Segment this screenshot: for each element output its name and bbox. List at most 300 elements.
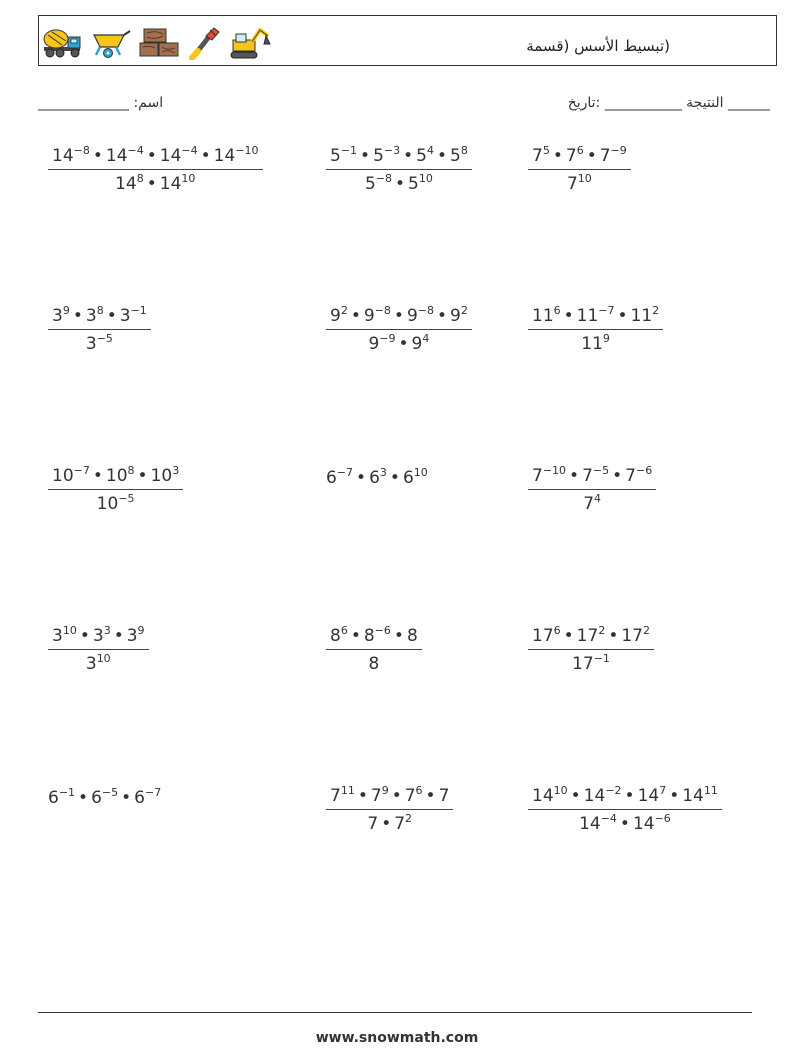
denominator: [528, 649, 654, 674]
multiply-dot: •: [146, 146, 157, 166]
problem-2: [326, 146, 472, 194]
problem-5: [326, 306, 472, 354]
power-term: [120, 306, 147, 326]
problem-4: [48, 306, 151, 354]
exponent: 2: [652, 304, 660, 317]
multiply-dot: •: [146, 174, 157, 194]
base: 14: [159, 146, 182, 166]
multiply-dot: •: [356, 468, 367, 488]
base: 5: [330, 146, 341, 166]
exponent: 10: [62, 624, 77, 637]
base: 6: [91, 788, 102, 808]
power-term: [638, 786, 667, 806]
exponent: 2: [460, 304, 468, 317]
base: 14: [682, 786, 704, 806]
fraction: [528, 626, 654, 674]
base: 6: [48, 788, 59, 808]
exponent: −6: [654, 812, 671, 825]
exponent: −7: [144, 786, 162, 799]
base: 14: [115, 174, 137, 194]
base: 5: [450, 146, 461, 166]
power-term: [373, 146, 400, 166]
multiply-dot: •: [357, 786, 368, 806]
multiply-dot: •: [391, 786, 402, 806]
wheelbarrow-icon: [90, 27, 132, 59]
base: 6: [369, 468, 380, 488]
header-box: [38, 15, 777, 66]
exponent: 7: [659, 784, 667, 797]
base: 8: [406, 626, 418, 646]
exponent: 4: [594, 492, 602, 505]
excavator-icon: [228, 26, 272, 60]
multiply-dot: •: [570, 786, 581, 806]
power-term: [416, 146, 434, 166]
power-term: [93, 626, 111, 646]
base: 7: [566, 174, 578, 194]
multiply-dot: •: [381, 814, 392, 834]
denominator: [528, 809, 722, 834]
problem-12: [528, 626, 654, 674]
exponent: 10: [181, 172, 196, 185]
power-term: [532, 466, 566, 486]
base: 3: [85, 654, 97, 674]
base: 9: [450, 306, 461, 326]
problem-8: [326, 468, 428, 488]
exponent: 10: [413, 466, 428, 479]
base: 8: [330, 626, 341, 646]
power-term: [600, 146, 627, 166]
exponent: −1: [340, 144, 358, 157]
power-term: [326, 468, 353, 488]
multiply-dot: •: [619, 814, 630, 834]
exponent: 6: [553, 304, 561, 317]
multiply-dot: •: [569, 466, 580, 486]
fraction: [528, 786, 722, 834]
power-term: [582, 466, 609, 486]
base: 7: [370, 786, 382, 806]
exponent: 4: [422, 332, 430, 345]
power-term: [86, 654, 111, 674]
numerator: [326, 626, 422, 649]
worksheet-title: (تبسيط الأسس (قسمة: [526, 37, 670, 55]
base: 14: [637, 786, 660, 806]
base: 7: [565, 146, 577, 166]
exponent: 11: [703, 784, 718, 797]
power-term: [115, 174, 144, 194]
power-term: [532, 786, 568, 806]
exponent: −5: [96, 332, 113, 345]
base: 11: [581, 334, 603, 354]
numerator: [326, 306, 472, 329]
multiply-dot: •: [398, 334, 409, 354]
denominator: [48, 329, 151, 354]
power-term: [625, 466, 652, 486]
fraction: [48, 626, 149, 674]
numerator: [48, 466, 183, 489]
multiply-dot: •: [612, 466, 623, 486]
multiply-dot: •: [92, 146, 103, 166]
base: 7: [367, 814, 379, 834]
exponent: −8: [374, 304, 391, 317]
base: 17: [572, 654, 594, 674]
power-term: [405, 786, 423, 806]
multiply-dot: •: [92, 466, 103, 486]
power-term: [330, 306, 348, 326]
power-term: [572, 654, 610, 674]
power-term: [52, 146, 90, 166]
base: 14: [159, 174, 182, 194]
denominator: [528, 489, 656, 514]
multiply-dot: •: [106, 306, 117, 326]
base: 7: [582, 466, 593, 486]
exponent: 8: [136, 172, 144, 185]
expression: [48, 788, 161, 808]
power-term: [160, 146, 198, 166]
numerator: [326, 146, 472, 169]
exponent: −10: [542, 464, 567, 477]
exponent: −7: [336, 466, 354, 479]
exponent: −1: [130, 304, 147, 317]
numerator: [528, 626, 654, 649]
wood-planks-icon: [138, 27, 180, 59]
exponent: −5: [101, 786, 119, 799]
exponent: −6: [374, 624, 391, 637]
base: 7: [532, 466, 543, 486]
fraction: [48, 466, 183, 514]
power-term: [566, 146, 584, 166]
power-term: [330, 786, 355, 806]
exponent: −9: [610, 144, 627, 157]
power-term: [160, 174, 196, 194]
header-icons: [42, 23, 272, 63]
fraction: [326, 146, 472, 194]
base: 7: [532, 146, 543, 166]
name-field-line: _____________ :اسم: [38, 95, 164, 111]
fraction: [326, 626, 422, 674]
base: 7: [330, 786, 341, 806]
power-term: [368, 334, 395, 354]
problem-9: [528, 466, 656, 514]
multiply-dot: •: [393, 306, 404, 326]
base: 10: [96, 494, 119, 514]
multiply-dot: •: [72, 306, 83, 326]
base: 7: [599, 146, 611, 166]
power-term: [450, 306, 468, 326]
exponent: 4: [426, 144, 434, 157]
multiply-dot: •: [395, 174, 406, 194]
problem-6: [528, 306, 663, 354]
exponent: 10: [96, 652, 111, 665]
base: 3: [126, 626, 138, 646]
exponent: 8: [460, 144, 468, 157]
exponent: −1: [593, 652, 610, 665]
base: 8: [368, 654, 380, 674]
power-term: [621, 626, 650, 646]
exponent: 3: [103, 624, 111, 637]
power-term: [127, 626, 145, 646]
wrench-icon: [186, 26, 222, 60]
exponent: 9: [137, 624, 145, 637]
base: 5: [373, 146, 384, 166]
base: 6: [402, 468, 414, 488]
power-term: [450, 146, 468, 166]
base: 14: [105, 146, 128, 166]
exponent: −6: [635, 464, 653, 477]
power-term: [52, 306, 70, 326]
expression: [326, 468, 428, 488]
multiply-dot: •: [563, 306, 574, 326]
power-term: [91, 788, 118, 808]
denominator: [326, 329, 472, 354]
multiply-dot: •: [586, 146, 597, 166]
fraction: [528, 306, 663, 354]
numerator: [528, 466, 656, 489]
power-term: [369, 468, 387, 488]
multiply-dot: •: [78, 788, 89, 808]
problem-3: [528, 146, 631, 194]
multiply-dot: •: [393, 626, 404, 646]
base: 8: [363, 626, 375, 646]
base: 14: [579, 814, 601, 834]
multiply-dot: •: [436, 306, 448, 326]
footer-divider: [38, 1012, 752, 1013]
multiply-dot: •: [425, 786, 436, 806]
power-term: [577, 626, 606, 646]
exponent: −5: [118, 492, 135, 505]
multiply-dot: •: [200, 146, 211, 166]
multiply-dot: •: [79, 626, 90, 646]
date-score-field-line: النتيجة ___________ :تاريخ ______: [567, 95, 770, 111]
base: 14: [632, 814, 655, 834]
power-term: [532, 306, 561, 326]
exponent: 6: [553, 624, 561, 637]
power-term: [394, 814, 412, 834]
numerator: [48, 146, 263, 169]
fraction: [48, 306, 151, 354]
exponent: −4: [600, 812, 617, 825]
base: 7: [404, 786, 416, 806]
base: 10: [150, 466, 173, 486]
exponent: 3: [379, 466, 387, 479]
power-term: [214, 146, 259, 166]
power-term: [330, 626, 348, 646]
problem-15: [528, 786, 722, 834]
exponent: 2: [598, 624, 606, 637]
base: 17: [576, 626, 599, 646]
power-term: [48, 788, 75, 808]
exponent: −4: [181, 144, 198, 157]
problem-11: [326, 626, 422, 674]
denominator: [48, 649, 149, 674]
exponent: 8: [127, 464, 135, 477]
fraction: [326, 786, 453, 834]
base: 5: [408, 174, 419, 194]
exponent: −8: [417, 304, 434, 317]
power-term: [86, 306, 104, 326]
power-term: [407, 626, 418, 646]
base: 11: [630, 306, 653, 326]
base: 11: [532, 306, 554, 326]
exponent: 9: [62, 304, 70, 317]
base: 14: [213, 146, 236, 166]
fraction: [48, 146, 263, 194]
power-term: [365, 174, 392, 194]
denominator: [48, 169, 263, 194]
numerator: [48, 626, 149, 649]
power-term: [52, 626, 77, 646]
fraction: [528, 466, 656, 514]
multiply-dot: •: [121, 788, 132, 808]
exponent: −1: [58, 786, 76, 799]
denominator: [528, 169, 631, 194]
problem-13: [48, 788, 161, 808]
base: 7: [583, 494, 595, 514]
multiply-dot: •: [617, 306, 628, 326]
base: 3: [85, 306, 97, 326]
base: 17: [532, 626, 554, 646]
power-term: [371, 786, 389, 806]
denominator: [326, 169, 472, 194]
problem-1: [48, 146, 263, 194]
base: 9: [363, 306, 375, 326]
multiply-dot: •: [608, 626, 619, 646]
exponent: 2: [642, 624, 650, 637]
multiply-dot: •: [669, 786, 680, 806]
base: 3: [92, 626, 104, 646]
power-term: [364, 306, 391, 326]
exponent: −10: [235, 144, 259, 157]
power-term: [412, 334, 430, 354]
base: 9: [330, 306, 341, 326]
exponent: 2: [340, 304, 348, 317]
exponent: −5: [592, 464, 610, 477]
exponent: 10: [553, 784, 568, 797]
multiply-dot: •: [389, 468, 400, 488]
exponent: 6: [340, 624, 348, 637]
power-term: [532, 146, 550, 166]
denominator: [326, 649, 422, 674]
base: 14: [583, 786, 606, 806]
base: 9: [368, 334, 380, 354]
base: 3: [52, 306, 63, 326]
power-term: [407, 306, 434, 326]
fraction: [326, 306, 472, 354]
power-term: [577, 306, 615, 326]
power-term: [367, 814, 378, 834]
power-term: [567, 174, 592, 194]
exponent: 11: [340, 784, 355, 797]
power-term: [403, 468, 428, 488]
exponent: −9: [379, 332, 396, 345]
numerator: [528, 306, 663, 329]
base: 7: [394, 814, 406, 834]
power-term: [439, 786, 450, 806]
power-term: [583, 494, 601, 514]
base: 14: [532, 786, 554, 806]
numerator: [326, 786, 453, 809]
multiply-dot: •: [350, 306, 361, 326]
base: 14: [52, 146, 74, 166]
exponent: −8: [73, 144, 90, 157]
base: 11: [576, 306, 599, 326]
base: 6: [326, 468, 337, 488]
base: 7: [625, 466, 636, 486]
power-term: [52, 466, 90, 486]
numerator: [528, 786, 722, 809]
power-term: [151, 466, 180, 486]
exponent: 8: [96, 304, 104, 317]
multiply-dot: •: [350, 626, 361, 646]
numerator: [48, 306, 151, 329]
numerator: [528, 146, 631, 169]
power-term: [330, 146, 357, 166]
multiply-dot: •: [552, 146, 563, 166]
power-term: [106, 146, 144, 166]
multiply-dot: •: [624, 786, 635, 806]
power-term: [86, 334, 113, 354]
multiply-dot: •: [436, 146, 448, 166]
multiply-dot: •: [563, 626, 574, 646]
power-term: [584, 786, 622, 806]
denominator: [528, 329, 663, 354]
problem-10: [48, 626, 149, 674]
base: 3: [119, 306, 131, 326]
base: 3: [85, 334, 97, 354]
exponent: 6: [415, 784, 423, 797]
power-term: [368, 654, 379, 674]
base: 10: [52, 466, 74, 486]
power-term: [631, 306, 660, 326]
base: 3: [52, 626, 63, 646]
power-term: [364, 626, 391, 646]
base: 7: [438, 786, 450, 806]
exponent: −3: [383, 144, 401, 157]
exponent: −8: [375, 172, 393, 185]
exponent: 6: [576, 144, 584, 157]
exponent: 3: [172, 464, 180, 477]
power-term: [581, 334, 610, 354]
multiply-dot: •: [113, 626, 124, 646]
denominator: [48, 489, 183, 514]
problem-7: [48, 466, 183, 514]
exponent: 10: [418, 172, 433, 185]
base: 17: [621, 626, 643, 646]
denominator: [326, 809, 453, 834]
base: 5: [364, 174, 376, 194]
exponent: −2: [605, 784, 622, 797]
fraction: [528, 146, 631, 194]
multiply-dot: •: [360, 146, 371, 166]
multiply-dot: •: [137, 466, 148, 486]
exponent: 2: [405, 812, 413, 825]
power-term: [106, 466, 135, 486]
exponent: 9: [381, 784, 389, 797]
base: 10: [105, 466, 128, 486]
power-term: [633, 814, 671, 834]
power-term: [134, 788, 161, 808]
footer-website: www.snowmath.com: [315, 1030, 479, 1046]
exponent: −4: [127, 144, 144, 157]
exponent: 10: [577, 172, 592, 185]
base: 5: [416, 146, 427, 166]
exponent: 5: [542, 144, 550, 157]
multiply-dot: •: [403, 146, 414, 166]
cement-mixer-truck-icon: [42, 27, 84, 59]
power-term: [97, 494, 135, 514]
exponent: −7: [73, 464, 90, 477]
power-term: [532, 626, 561, 646]
base: 9: [406, 306, 418, 326]
